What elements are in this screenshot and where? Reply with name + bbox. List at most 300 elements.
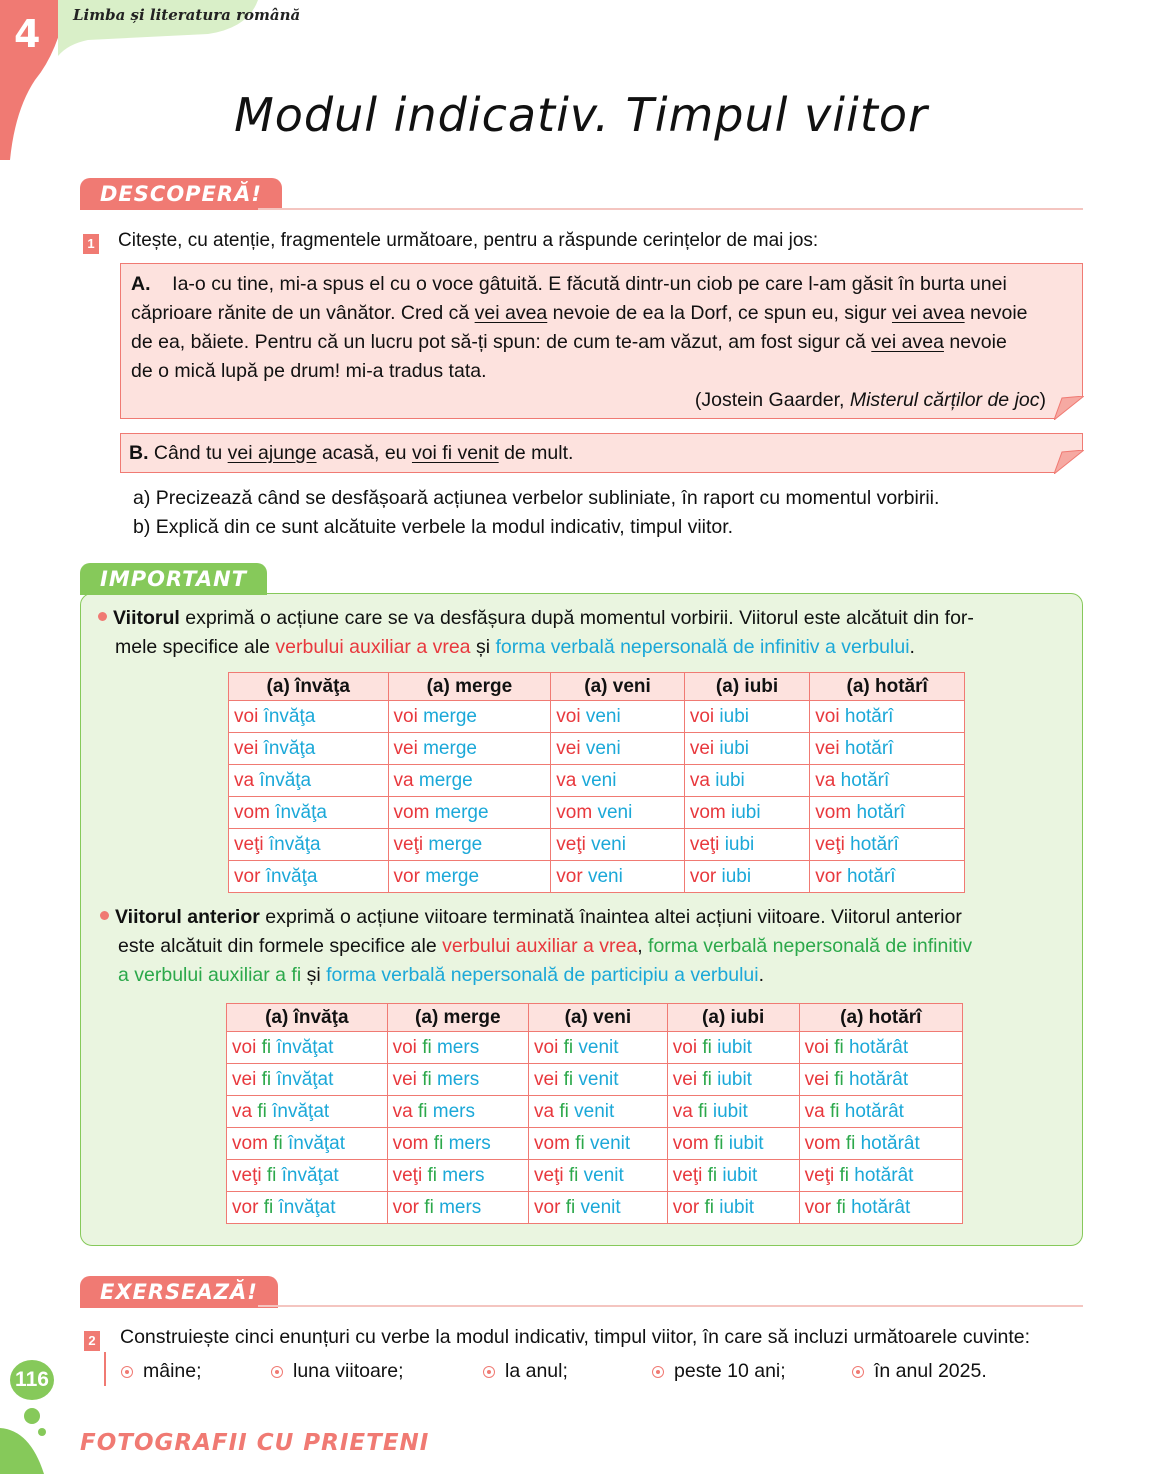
- table-header: (a) hotărî: [810, 673, 965, 701]
- infinitive-form: hotărî: [846, 865, 896, 887]
- table-row: [227, 1128, 963, 1160]
- section-divider: [258, 1305, 1083, 1307]
- table-cell: [229, 861, 389, 893]
- table-cell: [799, 1032, 962, 1064]
- table-cell: [227, 1160, 388, 1192]
- auxiliary-fi: fi: [422, 1036, 432, 1058]
- exercise-number: 2: [84, 1331, 100, 1351]
- auxiliary-verb: vei: [804, 1068, 829, 1090]
- exercise-instruction: Construiește cinci enunțuri cu verbe la modul indicativ, timpul viitor, în care să incluzi următoarele cuvinte:: [120, 1326, 1031, 1348]
- auxiliary-fi: fi: [433, 1132, 444, 1154]
- question-a: a) Precizează când se desfășoară acțiunea verbelor subliniate, în raport cu momentul vorbirii.: [133, 487, 940, 509]
- auxiliary-verb: vei: [393, 737, 418, 759]
- rule-aux-highlight: verbului auxiliar a vrea: [442, 935, 638, 957]
- participle-form: hotărât: [851, 1196, 911, 1218]
- table-row: [229, 701, 965, 733]
- table-cell: [551, 797, 685, 829]
- table-row: [227, 1160, 963, 1192]
- participle-form: învăţat: [276, 1036, 334, 1058]
- exercise-marker-line: [104, 1352, 106, 1386]
- auxiliary-verb: vei: [534, 1068, 559, 1090]
- bullet-icon: [121, 1366, 133, 1378]
- auxiliary-fi: fi: [707, 1164, 718, 1186]
- table-row: [227, 1064, 963, 1096]
- table-cell: [667, 1128, 799, 1160]
- table-header: (a) învăţa: [227, 1004, 388, 1032]
- infinitive-form: veni: [585, 737, 621, 759]
- page-fold-decoration: [1054, 450, 1084, 474]
- auxiliary-fi: fi: [257, 1100, 267, 1122]
- auxiliary-verb: voi: [393, 705, 418, 727]
- table-cell: [551, 829, 685, 861]
- infinitive-form: învăţa: [265, 865, 318, 887]
- table-cell: [529, 1128, 668, 1160]
- participle-form: mers: [442, 1164, 485, 1186]
- auxiliary-verb: veţi: [234, 833, 264, 855]
- auxiliary-verb: vor: [234, 865, 261, 887]
- source-author: (Jostein Gaarder,: [694, 389, 850, 411]
- table-header: (a) merge: [388, 673, 551, 701]
- subject-title: Limba și literatura română: [73, 6, 301, 24]
- bullet-icon: [852, 1366, 864, 1378]
- auxiliary-verb: vom: [556, 801, 593, 823]
- option-label: mâine;: [143, 1360, 202, 1382]
- table-cell: [810, 829, 965, 861]
- participle-form: învăţat: [281, 1164, 339, 1186]
- fragment-text: nevoie: [964, 302, 1028, 324]
- text-fragment-a: [120, 263, 1083, 419]
- source-end: ): [1039, 389, 1046, 411]
- table-header: (a) iubi: [684, 673, 809, 701]
- table-header: (a) învăţa: [229, 673, 389, 701]
- infinitive-form: iubi: [715, 769, 745, 791]
- infinitive-form: hotărî: [840, 769, 890, 791]
- table-cell: [684, 861, 809, 893]
- infinitive-form: iubi: [719, 737, 749, 759]
- table-cell: [529, 1064, 668, 1096]
- auxiliary-verb: voi: [234, 705, 259, 727]
- infinitive-form: iubi: [721, 865, 752, 887]
- auxiliary-verb: va: [689, 769, 710, 791]
- auxiliary-verb: veţi: [689, 833, 720, 855]
- bullet-icon: [98, 612, 107, 621]
- rule-fi-highlight: a verbului auxiliar a fi: [118, 964, 302, 986]
- infinitive-form: învăţa: [263, 705, 316, 727]
- participle-form: iubit: [728, 1132, 764, 1154]
- auxiliary-fi: fi: [568, 1164, 579, 1186]
- table-cell: [810, 765, 965, 797]
- table-cell: [667, 1032, 799, 1064]
- auxiliary-verb: vom: [234, 801, 270, 823]
- section-tab-descopera: DESCOPERĂ!: [80, 178, 282, 210]
- participle-form: venit: [574, 1100, 615, 1122]
- fragment-source: [131, 386, 1072, 415]
- auxiliary-verb: voi: [672, 1036, 698, 1058]
- page-title: Modul indicativ. Timpul viitor: [234, 88, 928, 142]
- table-cell: [388, 829, 551, 861]
- table-row: [227, 1096, 963, 1128]
- table-header: (a) veni: [551, 673, 685, 701]
- infinitive-form: hotărî: [856, 801, 906, 823]
- table-cell: [388, 861, 551, 893]
- table-cell: [229, 765, 389, 797]
- auxiliary-fi: fi: [698, 1100, 708, 1122]
- auxiliary-verb: va: [556, 769, 577, 791]
- infinitive-form: învăţa: [263, 737, 316, 759]
- auxiliary-verb: vei: [672, 1068, 698, 1090]
- infinitive-form: veni: [581, 769, 617, 791]
- participle-form: iubit: [717, 1068, 752, 1090]
- table-cell: [684, 765, 809, 797]
- auxiliary-verb: va: [393, 769, 414, 791]
- fragment-text: căprioare rănite de un vânător. Cred că: [131, 302, 475, 324]
- auxiliary-verb: veţi: [393, 833, 424, 855]
- book-title: FOTOGRAFII CU PRIETENI: [80, 1430, 430, 1456]
- auxiliary-fi: fi: [261, 1068, 272, 1090]
- auxiliary-verb: voi: [232, 1036, 257, 1058]
- auxiliary-verb: vor: [815, 865, 842, 887]
- auxiliary-verb: vor: [689, 865, 717, 887]
- table-header: (a) veni: [529, 1004, 668, 1032]
- infinitive-form: hotărî: [850, 833, 899, 855]
- table-cell: [388, 765, 551, 797]
- auxiliary-verb: va: [232, 1100, 253, 1122]
- table-cell: [529, 1192, 668, 1224]
- option-item: [852, 1360, 987, 1383]
- auxiliary-verb: vor: [393, 865, 420, 887]
- infinitive-form: hotărî: [844, 705, 894, 727]
- auxiliary-verb: vom: [672, 1132, 709, 1154]
- auxiliary-fi: fi: [273, 1132, 283, 1154]
- auxiliary-fi: fi: [845, 1132, 856, 1154]
- auxiliary-fi: fi: [424, 1196, 434, 1218]
- rule-text: ,: [637, 935, 649, 957]
- fragment-a-line-4: de o mică lupă pe drum! mi-a tradus tata.: [131, 360, 487, 382]
- table-cell: [388, 797, 551, 829]
- auxiliary-verb: vei: [556, 737, 581, 759]
- infinitive-form: merge: [418, 769, 473, 791]
- table-row: [229, 797, 965, 829]
- auxiliary-verb: vom: [392, 1132, 429, 1154]
- auxiliary-verb: veţi: [534, 1164, 564, 1186]
- infinitive-form: merge: [428, 833, 483, 855]
- participle-form: venit: [590, 1132, 631, 1154]
- infinitive-form: merge: [425, 865, 480, 887]
- rule-text: și: [470, 636, 496, 658]
- table-cell: [799, 1160, 962, 1192]
- participle-form: iubit: [717, 1036, 752, 1058]
- auxiliary-verb: vei: [689, 737, 715, 759]
- table-cell: [227, 1128, 388, 1160]
- underlined-verb: vei ajunge: [227, 442, 317, 464]
- table-cell: [667, 1160, 799, 1192]
- infinitive-form: veni: [597, 801, 633, 823]
- table-cell: [229, 829, 389, 861]
- participle-form: venit: [578, 1068, 619, 1090]
- table-cell: [810, 797, 965, 829]
- fragment-text: Ia-o cu tine, mi-a spus el cu o voce gâtuită. E făcută dintr-un ciob pe care l-am găsit în burta unei: [172, 273, 1007, 295]
- table-cell: [229, 797, 389, 829]
- auxiliary-verb: va: [234, 769, 255, 791]
- auxiliary-fi: fi: [713, 1132, 724, 1154]
- table-cell: [227, 1064, 388, 1096]
- participle-form: hotărât: [860, 1132, 920, 1154]
- option-item: [121, 1360, 202, 1383]
- auxiliary-verb: va: [815, 769, 836, 791]
- table-cell: [684, 829, 809, 861]
- fragment-text: nevoie: [943, 331, 1007, 353]
- source-title: Misterul cărților de joc: [849, 389, 1040, 411]
- auxiliary-verb: voi: [556, 705, 581, 727]
- participle-form: hotărât: [844, 1100, 904, 1122]
- table-cell: [387, 1128, 528, 1160]
- table-row: [227, 1032, 963, 1064]
- rule-text: și: [301, 964, 327, 986]
- fragment-text: Când tu: [148, 442, 228, 464]
- auxiliary-verb: vor: [232, 1196, 259, 1218]
- auxiliary-verb: vei: [392, 1068, 417, 1090]
- table-cell: [810, 733, 965, 765]
- table-cell: [227, 1032, 388, 1064]
- fragment-a-line-1: [131, 270, 1072, 299]
- infinitive-form: hotărî: [844, 737, 894, 759]
- future-perfect-conjugation-table: [226, 1003, 963, 1224]
- bullet-icon: [100, 911, 109, 920]
- auxiliary-fi: fi: [422, 1068, 432, 1090]
- option-label: la anul;: [505, 1360, 568, 1382]
- auxiliary-fi: fi: [836, 1196, 846, 1218]
- rule-participle-highlight: forma verbală nepersonală de participiu a verbului: [326, 964, 759, 986]
- page-number: 116: [10, 1360, 54, 1400]
- fragment-b-line: [129, 439, 1074, 468]
- option-item: [483, 1360, 568, 1383]
- participle-form: iubit: [722, 1164, 758, 1186]
- infinitive-form: învăţa: [268, 833, 321, 855]
- table-cell: [388, 701, 551, 733]
- auxiliary-verb: veţi: [815, 833, 845, 855]
- table-row: [229, 733, 965, 765]
- table-row: [229, 829, 965, 861]
- auxiliary-verb: voi: [534, 1036, 559, 1058]
- section-tab-important: IMPORTANT: [80, 563, 267, 595]
- table-cell: [684, 701, 809, 733]
- auxiliary-verb: veţi: [804, 1164, 835, 1186]
- infinitive-form: învăţa: [275, 801, 327, 823]
- page-fold-decoration: [1054, 396, 1084, 420]
- rule-text: este alcătuit din formele specifice ale: [118, 935, 443, 957]
- auxiliary-fi: fi: [563, 1068, 574, 1090]
- auxiliary-verb: vor: [672, 1196, 700, 1218]
- participle-form: mers: [448, 1132, 491, 1154]
- table-cell: [387, 1160, 528, 1192]
- table-cell: [227, 1096, 388, 1128]
- table-cell: [529, 1096, 668, 1128]
- participle-form: venit: [578, 1036, 619, 1058]
- table-row: [229, 861, 965, 893]
- table-row: [229, 765, 965, 797]
- option-label: luna viitoare;: [293, 1360, 404, 1382]
- auxiliary-fi: fi: [417, 1100, 428, 1122]
- auxiliary-verb: veţi: [232, 1164, 262, 1186]
- bullet-icon: [483, 1366, 495, 1378]
- auxiliary-verb: vei: [815, 737, 840, 759]
- fragment-a-line-3: [131, 328, 1072, 357]
- table-cell: [810, 861, 965, 893]
- question-b: b) Explică din ce sunt alcătuite verbele la modul indicativ, timpul viitor.: [133, 516, 734, 538]
- auxiliary-verb: voi: [815, 705, 840, 727]
- auxiliary-fi: fi: [704, 1196, 714, 1218]
- table-cell: [667, 1096, 799, 1128]
- auxiliary-verb: va: [534, 1100, 555, 1122]
- table-cell: [684, 733, 809, 765]
- rule-term: Viitorul anterior: [115, 906, 260, 928]
- table-cell: [227, 1192, 388, 1224]
- auxiliary-fi: fi: [575, 1132, 585, 1154]
- auxiliary-verb: vom: [232, 1132, 268, 1154]
- table-cell: [667, 1064, 799, 1096]
- underlined-verb: vei avea: [474, 302, 548, 324]
- rule-fi-highlight: forma verbală nepersonală de infinitiv: [648, 935, 973, 957]
- table-cell: [551, 733, 685, 765]
- bullet-icon: [271, 1366, 283, 1378]
- section-tab-exerseaza: EXERSEAZĂ!: [80, 1276, 278, 1308]
- auxiliary-verb: vom: [815, 801, 852, 823]
- bullet-icon: [652, 1366, 664, 1378]
- participle-form: învăţat: [272, 1100, 330, 1122]
- auxiliary-fi: fi: [702, 1068, 712, 1090]
- fragment-label: A.: [131, 273, 151, 295]
- auxiliary-fi: fi: [834, 1068, 844, 1090]
- participle-form: hotărât: [848, 1036, 909, 1058]
- participle-form: învăţat: [287, 1132, 346, 1154]
- future-conjugation-table: [228, 672, 965, 893]
- auxiliary-verb: va: [672, 1100, 693, 1122]
- auxiliary-verb: vom: [534, 1132, 570, 1154]
- infinitive-form: iubi: [731, 801, 761, 823]
- auxiliary-fi: fi: [427, 1164, 437, 1186]
- underlined-verb: vei avea: [871, 331, 944, 353]
- auxiliary-verb: veţi: [672, 1164, 703, 1186]
- table-header: (a) hotărî: [799, 1004, 962, 1032]
- table-cell: [551, 861, 685, 893]
- infinitive-form: merge: [423, 737, 477, 759]
- fragment-text: de ea, băiete. Pentru că un lucru pot să-ți spun: de cum te-am văzut, am fost sigur că: [131, 331, 872, 353]
- table-cell: [799, 1128, 962, 1160]
- auxiliary-fi: fi: [263, 1196, 274, 1218]
- participle-form: venit: [580, 1196, 621, 1218]
- rule-text: .: [909, 636, 915, 658]
- table-cell: [387, 1192, 528, 1224]
- rule-infinitive-highlight: forma verbală nepersonală de infinitiv a verbului: [495, 636, 910, 658]
- rule-viitorul-anterior: [100, 903, 1080, 990]
- table-cell: [229, 733, 389, 765]
- participle-form: mers: [439, 1196, 482, 1218]
- auxiliary-fi: fi: [559, 1100, 569, 1122]
- infinitive-form: veni: [587, 865, 623, 887]
- participle-form: venit: [583, 1164, 624, 1186]
- auxiliary-verb: vei: [234, 737, 259, 759]
- infinitive-form: iubi: [719, 705, 749, 727]
- table-cell: [387, 1096, 528, 1128]
- rule-viitorul: [98, 604, 1078, 662]
- participle-form: hotărât: [848, 1068, 909, 1090]
- auxiliary-fi: fi: [261, 1036, 272, 1058]
- auxiliary-verb: vor: [804, 1196, 832, 1218]
- chapter-number: 4: [14, 12, 41, 56]
- auxiliary-verb: va: [804, 1100, 825, 1122]
- auxiliary-verb: vor: [556, 865, 583, 887]
- auxiliary-verb: voi: [804, 1036, 829, 1058]
- table-cell: [799, 1064, 962, 1096]
- table-cell: [799, 1192, 962, 1224]
- fragment-a-line-2: [131, 299, 1072, 328]
- rule-term: Viitorul: [113, 607, 180, 629]
- participle-form: iubit: [719, 1196, 755, 1218]
- table-cell: [387, 1032, 528, 1064]
- auxiliary-verb: voi: [689, 705, 715, 727]
- auxiliary-fi: fi: [266, 1164, 277, 1186]
- auxiliary-verb: veţi: [392, 1164, 423, 1186]
- table-cell: [229, 701, 389, 733]
- table-cell: [810, 701, 965, 733]
- underlined-verb: voi fi venit: [411, 442, 499, 464]
- auxiliary-verb: vom: [804, 1132, 841, 1154]
- table-cell: [551, 701, 685, 733]
- rule-text: .: [758, 964, 765, 986]
- auxiliary-verb: vom: [689, 801, 726, 823]
- auxiliary-verb: voi: [392, 1036, 417, 1058]
- auxiliary-verb: va: [392, 1100, 413, 1122]
- table-row: [227, 1192, 963, 1224]
- table-header: (a) iubi: [667, 1004, 799, 1032]
- section-divider: [258, 208, 1083, 210]
- table-cell: [684, 797, 809, 829]
- infinitive-form: veni: [591, 833, 626, 855]
- infinitive-form: veni: [585, 705, 621, 727]
- table-cell: [529, 1032, 668, 1064]
- auxiliary-fi: fi: [839, 1164, 849, 1186]
- option-label: peste 10 ani;: [674, 1360, 786, 1382]
- infinitive-form: iubi: [724, 833, 755, 855]
- auxiliary-fi: fi: [834, 1036, 844, 1058]
- table-cell: [551, 765, 685, 797]
- decorative-dots: [0, 1400, 60, 1474]
- rule-text: exprimă o acțiune viitoare terminată înaintea altei acțiuni viitoare. Viitorul anterior: [259, 906, 962, 928]
- fragment-text: de mult.: [498, 442, 574, 464]
- fragment-label: B.: [129, 442, 149, 464]
- auxiliary-verb: vom: [393, 801, 430, 823]
- auxiliary-verb: vor: [392, 1196, 420, 1218]
- text-fragment-b: [120, 433, 1083, 473]
- participle-form: mers: [436, 1068, 480, 1090]
- auxiliary-fi: fi: [702, 1036, 712, 1058]
- exercise-number: 1: [83, 234, 99, 254]
- table-cell: [667, 1192, 799, 1224]
- table-cell: [387, 1064, 528, 1096]
- fragment-text: nevoie de ea la Dorf, ce spun eu, sigur: [547, 302, 892, 324]
- table-cell: [799, 1096, 962, 1128]
- participle-form: iubit: [712, 1100, 748, 1122]
- option-item: [652, 1360, 786, 1383]
- infinitive-form: merge: [434, 801, 489, 823]
- participle-form: hotărât: [854, 1164, 914, 1186]
- option-item: [271, 1360, 404, 1383]
- infinitive-form: învăţa: [259, 769, 312, 791]
- rule-text: exprimă o acțiune care se va desfășura după momentul vorbirii. Viitorul este alcătuit din for-: [179, 607, 974, 629]
- table-cell: [529, 1160, 668, 1192]
- participle-form: mers: [436, 1036, 480, 1058]
- auxiliary-fi: fi: [563, 1036, 574, 1058]
